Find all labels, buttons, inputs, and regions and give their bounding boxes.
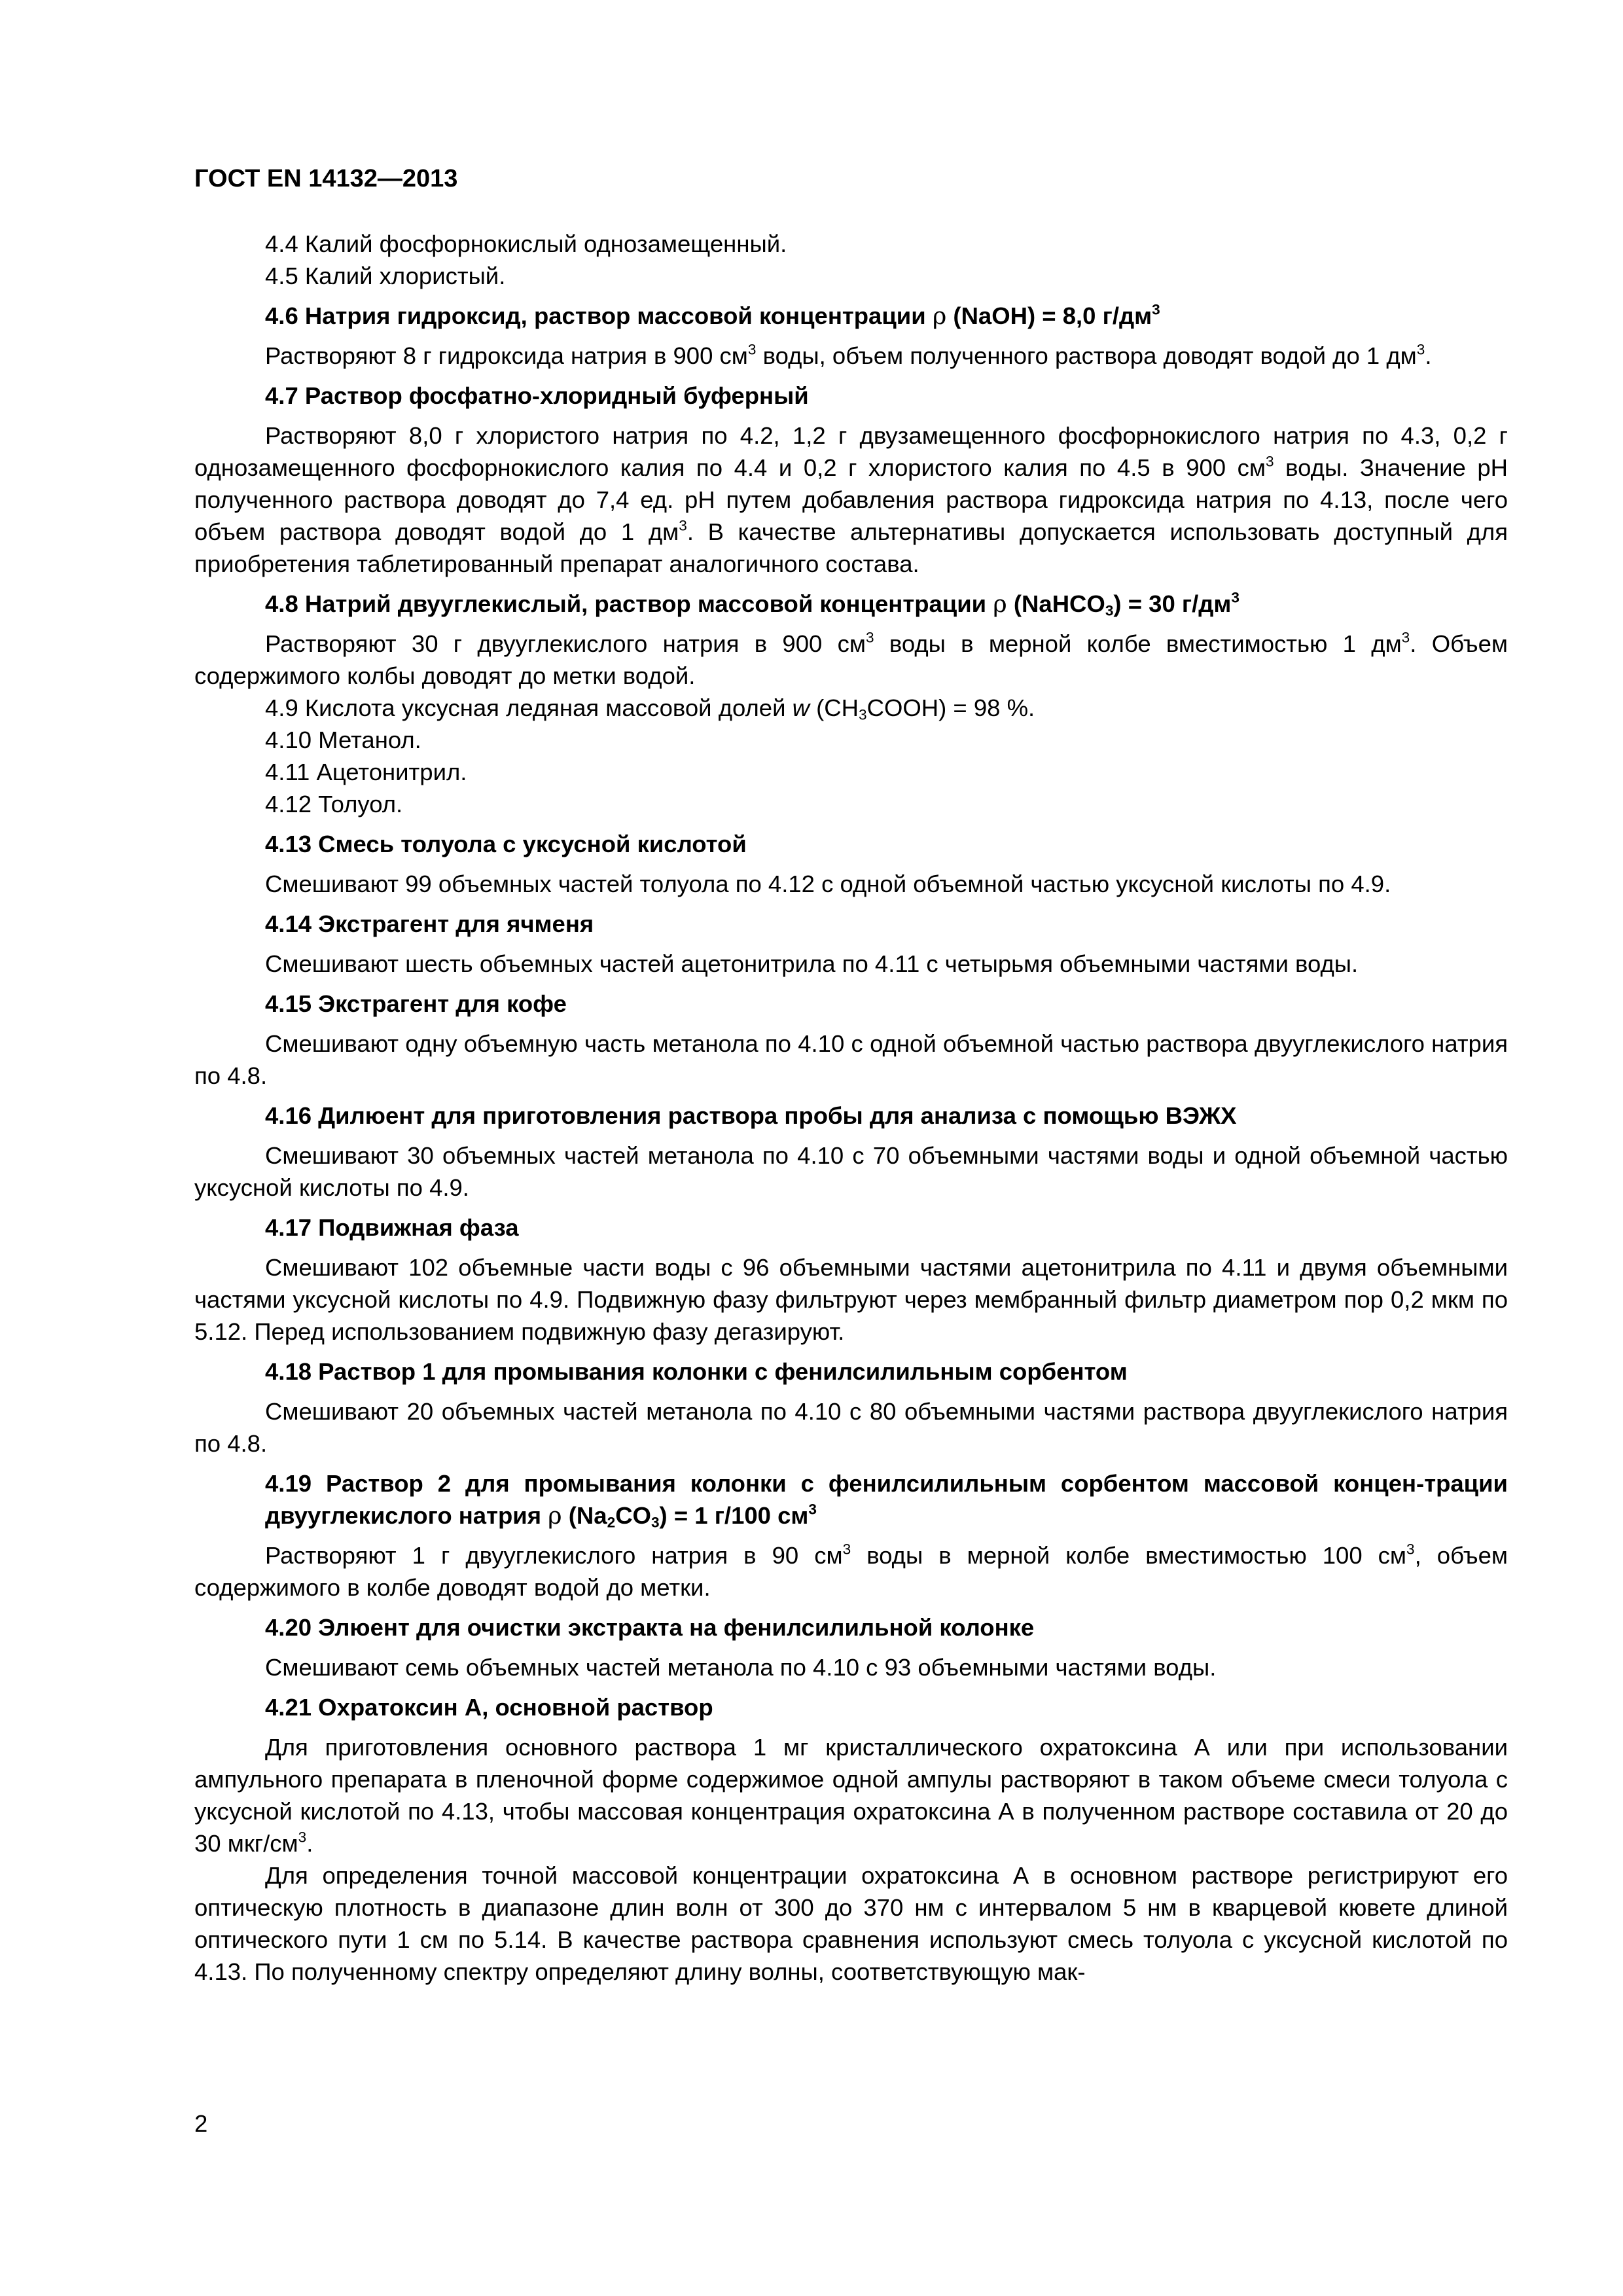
paragraph-4-21-1: Для приготовления основного раствора 1 мг кристаллического охратоксина А или при использовании ампульного препарата в пленочной форме содержимое одной ампулы растворяют в таком объеме смеси толуола с уксусной кислотой по 4.13, чтобы массовая концентрация охратоксина А в полученном растворе составила от 20 до 30 мкг/$см^3$. (194, 1734, 1508, 1857)
paragraph-4-17: Смешивают 102 объемные части воды с 96 объемными частями ацетонитрила по 4.11 и двумя объемными частями уксусной кислоты по 4.9. Подвижную фазу фильтруют через мембранный фильтр диаметром пор 0,2 мкм по 5.12. Перед использованием подвижную фазу дегазируют. (194, 1254, 1508, 1345)
paragraph-4-14: Смешивают шесть объемных частей ацетонитрила по 4.11 с четырьмя объемными частями воды. (265, 950, 1359, 977)
section-heading-4-20: 4.20 Элюент для очистки экстракта на фенилсилильной колонке (265, 1614, 1035, 1641)
paragraph-4-16: Смешивают 30 объемных частей метанола по 4.10 с 70 объемными частями воды и одной объемной частью уксусной кислоты по 4.9. (194, 1142, 1508, 1201)
list-item-4-10: 4.10 Метанол. (265, 726, 421, 753)
section-heading-4-13: 4.13 Смесь толуола с уксусной кислотой (265, 831, 747, 857)
paragraph-4-6: Растворяют 8 г гидроксида натрия в 900 $см^3$ воды, объем полученного раствора доводят водой до 1 $дм^3$. (265, 341, 1432, 369)
section-heading-4-19: 4.19 Раствор 2 для промывания колонки с фенилсилильным сорбентом массовой концен-трации двууглекислого натрия ρ $(Na_2CO_3) = 1$ г/100 $см^3$ (265, 1470, 1508, 1531)
section-heading-4-16: 4.16 Дилюент для приготовления раствора пробы для анализа с помощью ВЭЖХ (265, 1102, 1237, 1129)
section-heading-4-18: 4.18 Раствор 1 для промывания колонки с фенилсилильным сорбентом (265, 1358, 1128, 1385)
page-number: 2 (194, 2110, 208, 2137)
paragraph-4-8: Растворяют 30 г двууглекислого натрия в 900 $см^3$ воды в мерной колбе вместимостью 1 $дм^3$. Объем содержимого колбы доводят до метки водой. (194, 629, 1508, 689)
list-item-4-9: 4.9 Кислота уксусная ледяная массовой долей w $(CH_3COOH) = 98$ %. (265, 694, 1035, 723)
paragraph-4-18: Смешивают 20 объемных частей метанола по 4.10 с 80 объемными частями раствора двууглекислого натрия по 4.8. (194, 1398, 1508, 1457)
list-item-4-4: 4.4 Калий фосфорнокислый однозамещенный. (265, 230, 787, 257)
section-heading-4-17: 4.17 Подвижная фаза (265, 1214, 519, 1241)
section-heading-4-15: 4.15 Экстрагент для кофе (265, 990, 567, 1017)
paragraph-4-20: Смешивают семь объемных частей метанола по 4.10 с 93 объемными частями воды. (265, 1654, 1217, 1681)
section-heading-4-21: 4.21 Охратоксин А, основной раствор (265, 1694, 713, 1721)
paragraph-4-19: Растворяют 1 г двууглекислого натрия в 90 $см^3$ воды в мерной колбе вместимостью 100 $см^3$, объем содержимого в колбе доводят водой до метки. (194, 1541, 1508, 1601)
document-body (194, 228, 1508, 1988)
list-item-4-11: 4.11 Ацетонитрил. (265, 759, 467, 785)
list-item-4-5: 4.5 Калий хлористый. (265, 262, 506, 289)
section-heading-4-6: 4.6 Натрия гидроксид, раствор массовой концентрации ρ (NaOH) = 8,0 $г/дм^3$ (265, 301, 1160, 330)
paragraph-4-21-2: Для определения точной массовой концентрации охратоксина А в основном растворе регистрируют его оптическую плотность в диапазоне длин волн от 300 до 370 нм с интервалом 5 нм в кварцевой кювете длиной оптического пути 1 см по 5.14. В качестве раствора сравнения используют смесь толуола с уксусной кислотой по 4.13. По полученному спектру определяют длину волны, соответствующую мак- (194, 1862, 1508, 1985)
section-heading-4-8: 4.8 Натрий двууглекислый, раствор массовой концентрации ρ (NaHCO$_3$) = 30 $г/дм^3$ (265, 589, 1240, 619)
section-heading-4-7: 4.7 Раствор фосфатно-хлоридный буферный (265, 382, 809, 409)
section-heading-4-14: 4.14 Экстрагент для ячменя (265, 910, 594, 937)
document-code-header: ГОСТ EN 14132—2013 (194, 165, 458, 192)
paragraph-4-7: Растворяют 8,0 г хлористого натрия по 4.2, 1,2 г двузамещенного фосфорнокислого натрия по 4.3, 0,2 г однозамещенного фосфорнокислого калия по 4.4 и 0,2 г хлористого калия по 4.5 в 900 $см^3$ воды. Значение рН полученного раствора доводят до 7,4 ед. рН путем добавления раствора гидроксида натрия по 4.13, после чего объем раствора доводят водой до 1 $дм^3$. В качестве альтернативы допускается использовать доступный для приобретения таблетированный препарат аналогичного состава. (194, 422, 1508, 577)
paragraph-4-13: Смешивают 99 объемных частей толуола по 4.12 с одной объемной частью уксусной кислоты по 4.9. (265, 870, 1391, 897)
list-item-4-12: 4.12 Толуол. (265, 791, 403, 817)
paragraph-4-15: Смешивают одну объемную часть метанола по 4.10 с одной объемной частью раствора двууглекислого натрия по 4.8. (194, 1030, 1508, 1089)
